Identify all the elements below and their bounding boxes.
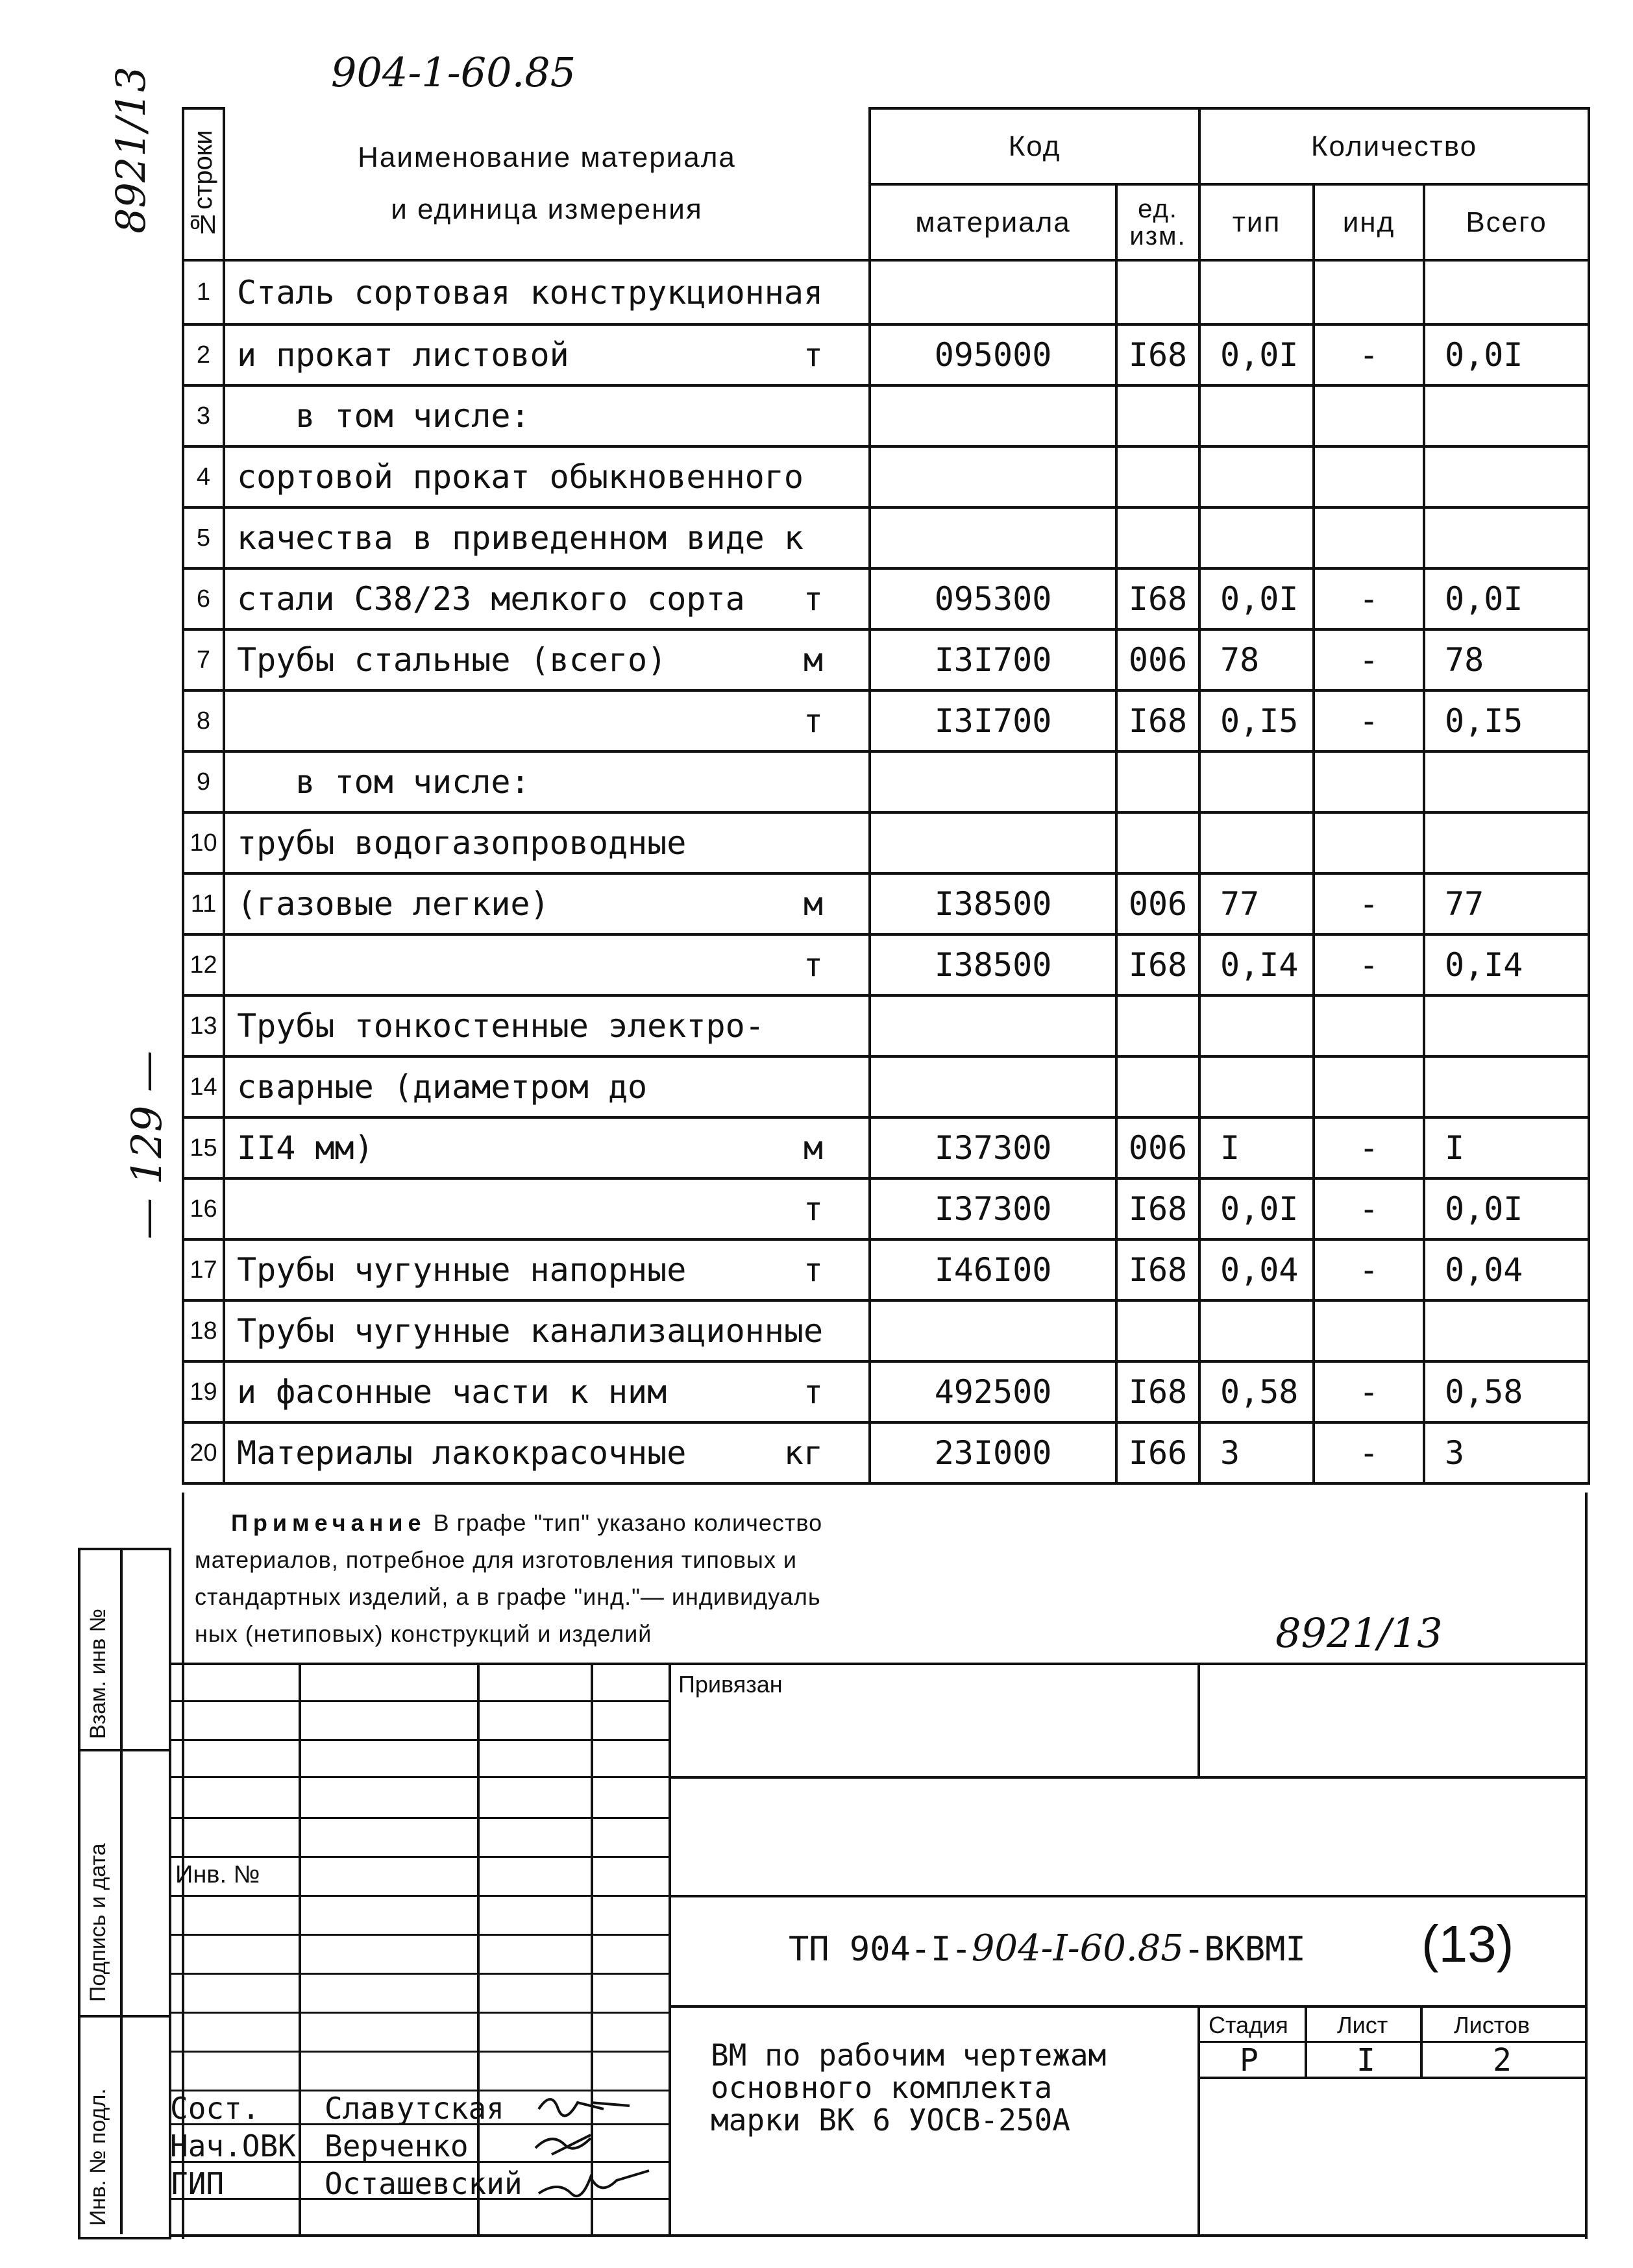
qty-total-cell bbox=[1424, 1300, 1589, 1361]
table-row bbox=[183, 385, 1589, 446]
unit-code-cell bbox=[1116, 385, 1199, 446]
table-row bbox=[183, 934, 1589, 995]
qty-ind-cell: - bbox=[1314, 1422, 1424, 1483]
side-label-sign-date: Подпись и дата bbox=[86, 1843, 110, 2002]
sheets-label: Листов bbox=[1454, 2012, 1530, 2038]
qty-ind-cell: - bbox=[1314, 690, 1424, 751]
doc-code-suffix: -ВКВМI bbox=[1183, 1930, 1306, 1969]
unit-code-cell: I68 bbox=[1116, 1361, 1199, 1422]
material-name: II4 мм) bbox=[237, 1129, 374, 1167]
table-row bbox=[183, 324, 1589, 385]
qty-total-cell bbox=[1424, 507, 1589, 568]
stage-value: Р bbox=[1240, 2042, 1259, 2079]
qty-type-cell: 0,I5 bbox=[1199, 690, 1314, 751]
page-number: — 129 — bbox=[123, 1051, 171, 1239]
row-number-cell: 13 bbox=[183, 995, 224, 1056]
qty-type-cell bbox=[1199, 260, 1314, 324]
qty-type-cell bbox=[1199, 751, 1314, 812]
material-name-cell bbox=[224, 629, 870, 690]
role-1: Сост. bbox=[170, 2091, 260, 2126]
unit-of-measure: т bbox=[803, 1251, 823, 1289]
qty-total-cell bbox=[1424, 1056, 1589, 1117]
unit-of-measure: т bbox=[803, 946, 823, 984]
note-block bbox=[195, 1504, 822, 1652]
tb-row-6 bbox=[169, 1895, 669, 1897]
qty-total-cell bbox=[1424, 260, 1589, 324]
side-label-inv-podl: Инв. № подл. bbox=[86, 2088, 110, 2226]
qty-ind-cell bbox=[1314, 385, 1424, 446]
person-1: Славутская bbox=[325, 2091, 504, 2126]
stage-label: Стадия bbox=[1209, 2012, 1288, 2038]
material-name-cell bbox=[224, 446, 870, 507]
material-name-cell bbox=[224, 260, 870, 324]
table-row bbox=[183, 629, 1589, 690]
title-line1: ВМ по рабочим чертежам bbox=[711, 2038, 1107, 2073]
unit-code-cell: I66 bbox=[1116, 1422, 1199, 1483]
table-row bbox=[183, 1056, 1589, 1117]
material-name: стали С38/23 мелкого сорта bbox=[237, 580, 745, 618]
note-line1: В графе "тип" указано количество bbox=[426, 1509, 823, 1536]
material-name-cell bbox=[224, 995, 870, 1056]
tb-code-bottom bbox=[669, 2005, 1588, 2008]
material-name-cell bbox=[224, 751, 870, 812]
table-row bbox=[183, 1239, 1589, 1300]
qty-total-cell: 0,0I bbox=[1424, 324, 1589, 385]
material-code-cell: I3I700 bbox=[870, 690, 1116, 751]
unit-code-cell bbox=[1116, 260, 1199, 324]
qty-ind-cell bbox=[1314, 260, 1424, 324]
row-number-cell: 17 bbox=[183, 1239, 224, 1300]
row-number-cell: 19 bbox=[183, 1361, 224, 1422]
qty-ind-cell: - bbox=[1314, 1178, 1424, 1239]
qty-total-cell bbox=[1424, 385, 1589, 446]
sheets-value: 2 bbox=[1493, 2042, 1512, 2079]
role-3: ГИП bbox=[170, 2166, 225, 2201]
material-name-cell bbox=[224, 1239, 870, 1300]
archive-number-vertical: 8921/13 bbox=[107, 66, 154, 234]
unit-of-measure: м bbox=[803, 641, 823, 679]
material-name: Трубы чугунные напорные bbox=[237, 1251, 687, 1289]
qty-ind-cell: - bbox=[1314, 873, 1424, 934]
tb-row-3 bbox=[169, 1776, 669, 1778]
qty-type-cell: 0,0I bbox=[1199, 1178, 1314, 1239]
unit-code-cell: 006 bbox=[1116, 1117, 1199, 1178]
qty-total-cell: I bbox=[1424, 1117, 1589, 1178]
qty-type-cell: 0,I4 bbox=[1199, 934, 1314, 995]
material-name-cell bbox=[224, 324, 870, 385]
unit-code-cell: I68 bbox=[1116, 1239, 1199, 1300]
material-name-cell bbox=[224, 1117, 870, 1178]
note-line3: стандартных изделий, а в графе "инд."— индивидуаль bbox=[195, 1583, 821, 1610]
row-number-cell: 4 bbox=[183, 446, 224, 507]
material-name: (газовые легкие) bbox=[237, 885, 550, 923]
side-stamp-divider-2 bbox=[78, 2015, 169, 2018]
materials-table bbox=[182, 107, 1590, 1485]
row-number-cell: 14 bbox=[183, 1056, 224, 1117]
unit-code-cell bbox=[1116, 507, 1199, 568]
material-code-cell bbox=[870, 446, 1116, 507]
qty-type-cell: I bbox=[1199, 1117, 1314, 1178]
frame-right bbox=[1585, 1493, 1588, 2239]
row-number-cell: 20 bbox=[183, 1422, 224, 1483]
material-name: Трубы чугунные канализационные bbox=[237, 1312, 824, 1350]
unit-code-cell: I68 bbox=[1116, 934, 1199, 995]
qty-type-cell: 77 bbox=[1199, 873, 1314, 934]
row-number-cell: 11 bbox=[183, 873, 224, 934]
qty-total-cell bbox=[1424, 995, 1589, 1056]
qty-ind-cell: - bbox=[1314, 934, 1424, 995]
unit-code-cell bbox=[1116, 995, 1199, 1056]
material-name-cell bbox=[224, 690, 870, 751]
unit-code-cell: 006 bbox=[1116, 873, 1199, 934]
note-line2: материалов, потребное для изготовления типовых и bbox=[195, 1546, 798, 1573]
material-name-cell bbox=[224, 934, 870, 995]
qty-type-cell: 78 bbox=[1199, 629, 1314, 690]
tb-row-5 bbox=[169, 1856, 669, 1858]
tb-row-2 bbox=[169, 1739, 669, 1741]
material-name: Трубы тонкостенные электро- bbox=[237, 1007, 765, 1045]
material-name-cell bbox=[224, 507, 870, 568]
tb-row-9 bbox=[169, 2012, 669, 2014]
qty-ind-cell: - bbox=[1314, 324, 1424, 385]
material-code-cell bbox=[870, 751, 1116, 812]
row-number-cell: 5 bbox=[183, 507, 224, 568]
header-qty-type: тип bbox=[1199, 184, 1314, 260]
qty-type-cell bbox=[1199, 507, 1314, 568]
table-row bbox=[183, 690, 1589, 751]
sheet-label: Лист bbox=[1337, 2012, 1388, 2038]
note-line4: ных (нетиповых) конструкций и изделий bbox=[195, 1620, 652, 1647]
qty-type-cell: 0,04 bbox=[1199, 1239, 1314, 1300]
qty-type-cell: 0,58 bbox=[1199, 1361, 1314, 1422]
material-name: сортовой прокат обыкновенного bbox=[237, 458, 804, 496]
role-2: Нач.ОВК bbox=[170, 2128, 296, 2164]
unit-of-measure: т bbox=[803, 1190, 823, 1228]
label-privyazan: Привязан bbox=[678, 1671, 783, 1698]
material-code-cell: I38500 bbox=[870, 934, 1116, 995]
unit-code-cell: I68 bbox=[1116, 568, 1199, 629]
header-qty-ind: инд bbox=[1314, 184, 1424, 260]
tb-col-e bbox=[1197, 1663, 1200, 1776]
tb-privyazan-bottom bbox=[669, 1776, 1588, 1779]
tb-code-top bbox=[669, 1895, 1588, 1897]
material-name: Трубы стальные (всего) bbox=[237, 641, 667, 679]
sheet-value: I bbox=[1357, 2042, 1375, 2079]
title-line2: основного комплекта bbox=[711, 2070, 1053, 2105]
row-number-cell: 9 bbox=[183, 751, 224, 812]
material-code-cell: I46I00 bbox=[870, 1239, 1116, 1300]
material-name-cell bbox=[224, 568, 870, 629]
material-name-cell bbox=[224, 873, 870, 934]
row-number-cell: 18 bbox=[183, 1300, 224, 1361]
table-row bbox=[183, 1361, 1589, 1422]
unit-code-cell bbox=[1116, 1300, 1199, 1361]
material-code-cell: I3I700 bbox=[870, 629, 1116, 690]
tb-col-a bbox=[299, 1663, 301, 2234]
tb-row-4 bbox=[169, 1817, 669, 1819]
qty-total-cell bbox=[1424, 751, 1589, 812]
row-number-cell: 7 bbox=[183, 629, 224, 690]
material-name: трубы водогазопроводные bbox=[237, 824, 687, 862]
header-name bbox=[224, 108, 870, 260]
unit-of-measure: т bbox=[803, 1373, 823, 1411]
side-label-inv-vzam: Взам. инв № bbox=[86, 1608, 110, 1739]
table-row bbox=[183, 873, 1589, 934]
unit-code-cell: 006 bbox=[1116, 629, 1199, 690]
qty-type-cell bbox=[1199, 446, 1314, 507]
material-code-cell: I37300 bbox=[870, 1178, 1116, 1239]
tb-row-10 bbox=[169, 2051, 669, 2053]
tb-bottom bbox=[169, 2234, 1588, 2237]
qty-total-cell: 0,04 bbox=[1424, 1239, 1589, 1300]
material-name: сварные (диаметром до bbox=[237, 1068, 648, 1106]
unit-of-measure: т bbox=[803, 336, 823, 374]
table-row bbox=[183, 568, 1589, 629]
title-line3: марки ВК 6 УОСВ-250А bbox=[711, 2103, 1070, 2138]
unit-of-measure: т bbox=[803, 580, 823, 618]
qty-total-cell: 0,I4 bbox=[1424, 934, 1589, 995]
material-code-cell bbox=[870, 995, 1116, 1056]
material-code-cell: 095300 bbox=[870, 568, 1116, 629]
header-code-material: материала bbox=[870, 184, 1116, 260]
qty-total-cell: 0,0I bbox=[1424, 1178, 1589, 1239]
row-number-cell: 1 bbox=[183, 260, 224, 324]
qty-ind-cell bbox=[1314, 1300, 1424, 1361]
tb-row-1 bbox=[169, 1700, 669, 1702]
table-row bbox=[183, 260, 1589, 324]
material-name-cell bbox=[224, 1178, 870, 1239]
unit-of-measure: кг bbox=[783, 1434, 823, 1472]
material-name: Материалы лакокрасочные bbox=[237, 1434, 687, 1472]
sheet-mark: (13) bbox=[1421, 1915, 1514, 1973]
qty-ind-cell: - bbox=[1314, 1239, 1424, 1300]
row-number-cell: 10 bbox=[183, 812, 224, 873]
header-row-number: №строки bbox=[183, 108, 224, 260]
header-qty-total: Всего bbox=[1424, 184, 1589, 260]
qty-type-cell: 0,0I bbox=[1199, 324, 1314, 385]
qty-type-cell bbox=[1199, 1056, 1314, 1117]
table-row bbox=[183, 1117, 1589, 1178]
header-code: Код bbox=[870, 108, 1199, 184]
qty-ind-cell bbox=[1314, 507, 1424, 568]
material-name-cell bbox=[224, 1361, 870, 1422]
unit-code-cell: I68 bbox=[1116, 1178, 1199, 1239]
material-name-cell bbox=[224, 385, 870, 446]
material-name: и прокат листовой bbox=[237, 336, 569, 374]
table-body bbox=[183, 260, 1589, 1483]
row-number-cell: 12 bbox=[183, 934, 224, 995]
material-code-cell: 095000 bbox=[870, 324, 1116, 385]
table-row bbox=[183, 507, 1589, 568]
material-code-cell bbox=[870, 385, 1116, 446]
qty-ind-cell: - bbox=[1314, 1361, 1424, 1422]
qty-ind-cell: - bbox=[1314, 629, 1424, 690]
header-name-line1: Наименование материала bbox=[358, 141, 736, 173]
material-code-cell: I37300 bbox=[870, 1117, 1116, 1178]
row-number-cell: 3 bbox=[183, 385, 224, 446]
material-code-cell bbox=[870, 260, 1116, 324]
qty-ind-cell bbox=[1314, 751, 1424, 812]
unit-code-cell bbox=[1116, 751, 1199, 812]
qty-type-cell bbox=[1199, 385, 1314, 446]
qty-total-cell: 3 bbox=[1424, 1422, 1589, 1483]
doc-code bbox=[789, 1927, 1306, 1969]
qty-ind-cell: - bbox=[1314, 1117, 1424, 1178]
material-code-cell bbox=[870, 1300, 1116, 1361]
material-code-cell: 492500 bbox=[870, 1361, 1116, 1422]
doc-number-handwritten: 904-1-60.85 bbox=[331, 49, 576, 96]
table-row bbox=[183, 446, 1589, 507]
person-3: Осташевский bbox=[325, 2166, 522, 2201]
material-code-cell: 23I000 bbox=[870, 1422, 1116, 1483]
material-name: в том числе: bbox=[237, 397, 530, 435]
header-name-line2: и единица измерения bbox=[391, 193, 703, 225]
archive-number-note: 8921/13 bbox=[1275, 1609, 1443, 1657]
side-stamp-divider-v bbox=[120, 1548, 123, 2234]
tb-row-7 bbox=[169, 1934, 669, 1936]
row-number-cell: 6 bbox=[183, 568, 224, 629]
label-inv-no: Инв. № bbox=[175, 1861, 260, 1888]
qty-type-cell bbox=[1199, 812, 1314, 873]
doc-code-handwritten: 904-I-60.85 bbox=[971, 1927, 1184, 1969]
table-row bbox=[183, 1300, 1589, 1361]
material-code-cell bbox=[870, 507, 1116, 568]
qty-total-cell bbox=[1424, 446, 1589, 507]
table-row bbox=[183, 1178, 1589, 1239]
unit-of-measure: м bbox=[803, 885, 823, 923]
material-name-cell bbox=[224, 1300, 870, 1361]
qty-ind-cell bbox=[1314, 1056, 1424, 1117]
qty-type-cell bbox=[1199, 995, 1314, 1056]
qty-total-cell: 78 bbox=[1424, 629, 1589, 690]
unit-code-cell: I68 bbox=[1116, 324, 1199, 385]
qty-total-cell: 0,0I bbox=[1424, 568, 1589, 629]
tb-col-b bbox=[477, 1663, 480, 2234]
material-name-cell bbox=[224, 1422, 870, 1483]
qty-ind-cell bbox=[1314, 446, 1424, 507]
material-name-cell bbox=[224, 812, 870, 873]
table-row bbox=[183, 812, 1589, 873]
tb-row-8 bbox=[169, 1973, 669, 1975]
unit-code-cell bbox=[1116, 446, 1199, 507]
qty-type-cell: 3 bbox=[1199, 1422, 1314, 1483]
unit-code-cell bbox=[1116, 812, 1199, 873]
material-code-cell bbox=[870, 812, 1116, 873]
qty-ind-cell bbox=[1314, 812, 1424, 873]
signatures bbox=[532, 2083, 681, 2213]
note-title: Примечание bbox=[231, 1509, 426, 1536]
unit-of-measure: м bbox=[803, 1129, 823, 1167]
tb-top bbox=[169, 1663, 1588, 1665]
material-name: и фасонные части к ним bbox=[237, 1373, 667, 1411]
qty-total-cell: 0,I5 bbox=[1424, 690, 1589, 751]
unit-of-measure: т bbox=[803, 702, 823, 740]
table-row bbox=[183, 751, 1589, 812]
unit-code-cell bbox=[1116, 1056, 1199, 1117]
material-name: качества в приведенном виде к bbox=[237, 519, 804, 557]
header-code-unit: ед. изм. bbox=[1116, 184, 1199, 260]
qty-ind-cell: - bbox=[1314, 568, 1424, 629]
table-row bbox=[183, 1422, 1589, 1483]
material-name: в том числе: bbox=[237, 763, 530, 801]
qty-total-cell: 0,58 bbox=[1424, 1361, 1589, 1422]
person-2: Верченко bbox=[325, 2128, 469, 2164]
qty-type-cell: 0,0I bbox=[1199, 568, 1314, 629]
row-number-cell: 8 bbox=[183, 690, 224, 751]
qty-total-cell: 77 bbox=[1424, 873, 1589, 934]
qty-ind-cell bbox=[1314, 995, 1424, 1056]
table-row bbox=[183, 995, 1589, 1056]
material-name: Сталь сортовая конструкционная bbox=[237, 273, 824, 311]
unit-code-cell: I68 bbox=[1116, 690, 1199, 751]
qty-total-cell bbox=[1424, 812, 1589, 873]
qty-type-cell bbox=[1199, 1300, 1314, 1361]
side-stamp-divider-1 bbox=[78, 1749, 169, 1751]
row-number-cell: 2 bbox=[183, 324, 224, 385]
material-name-cell bbox=[224, 1056, 870, 1117]
row-number-cell: 15 bbox=[183, 1117, 224, 1178]
row-number-cell: 16 bbox=[183, 1178, 224, 1239]
tb-stage-left bbox=[1197, 2005, 1200, 2234]
material-code-cell: I38500 bbox=[870, 873, 1116, 934]
doc-code-prefix: ТП 904-I- bbox=[789, 1930, 972, 1969]
header-quantity: Количество bbox=[1199, 108, 1589, 184]
material-code-cell bbox=[870, 1056, 1116, 1117]
